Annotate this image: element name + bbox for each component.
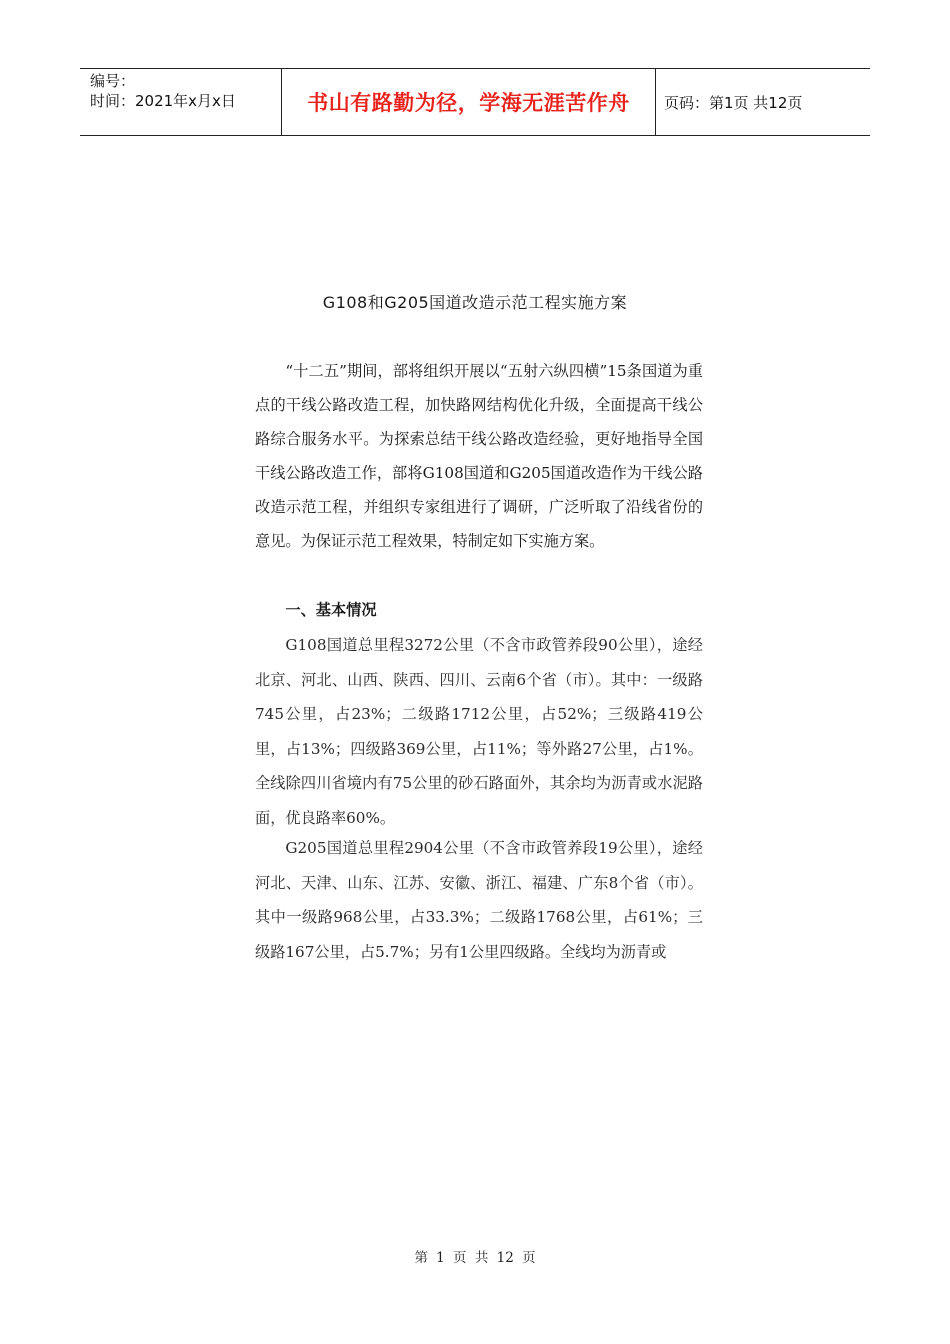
header-motto: 书山有路勤为径，学海无涯苦作舟 xyxy=(281,69,656,135)
section-heading: 一、基本情况 xyxy=(285,601,377,619)
number-label: 编号： xyxy=(90,72,136,90)
header-meta xyxy=(80,69,281,135)
paragraph-g205: G205国道总里程2904公里（不含市政管养段19公里），途经河北、天津、山东、江苏、安徽、浙江、福建、广东8个省（市）。其中一级路968公里，占33.3%；二级路1768公里，占61%；三级路167公里，占5.7%；另有1公里四级路。全线均为沥青或 xyxy=(255,839,703,961)
document-header xyxy=(80,68,870,136)
paragraph-intro: “十二五”期间，部将组织开展以“五射六纵四横”15条国道为重点的干线公路改造工程，加快路网结构优化升级，全面提高干线公路综合服务水平。为探索总结干线公路改造经验，更好地指导全国干线公路改造工作，部将G108国道和G205国道改造作为干线公路改造示范工程，并组织专家组进行了调研，广泛听取了沿线省份的意见。为保证示范工程效果，特制定如下实施方案。 xyxy=(255,362,703,550)
page-footer: 第 1 页 共 12 页 xyxy=(414,1250,536,1266)
paragraph-g108: G108国道总里程3272公里（不含市政管养段90公里），途经北京、河北、山西、陕西、四川、云南6个省（市）。其中：一级路745公里，占23%；二级路1712公里，占52%；三级路419公里，占13%；四级路369公里，占11%；等外路27公里，占1%。全线除四川省境内有75公里的砂石路面外，其余均为沥青或水泥路面，优良路率60%。 xyxy=(255,636,703,827)
header-page-info: 页码：第1页 共12页 xyxy=(664,93,803,112)
document-title: G108和G205国道改造示范工程实施方案 xyxy=(322,293,628,312)
time-label: 时间：2021年x月x日 xyxy=(90,92,236,110)
